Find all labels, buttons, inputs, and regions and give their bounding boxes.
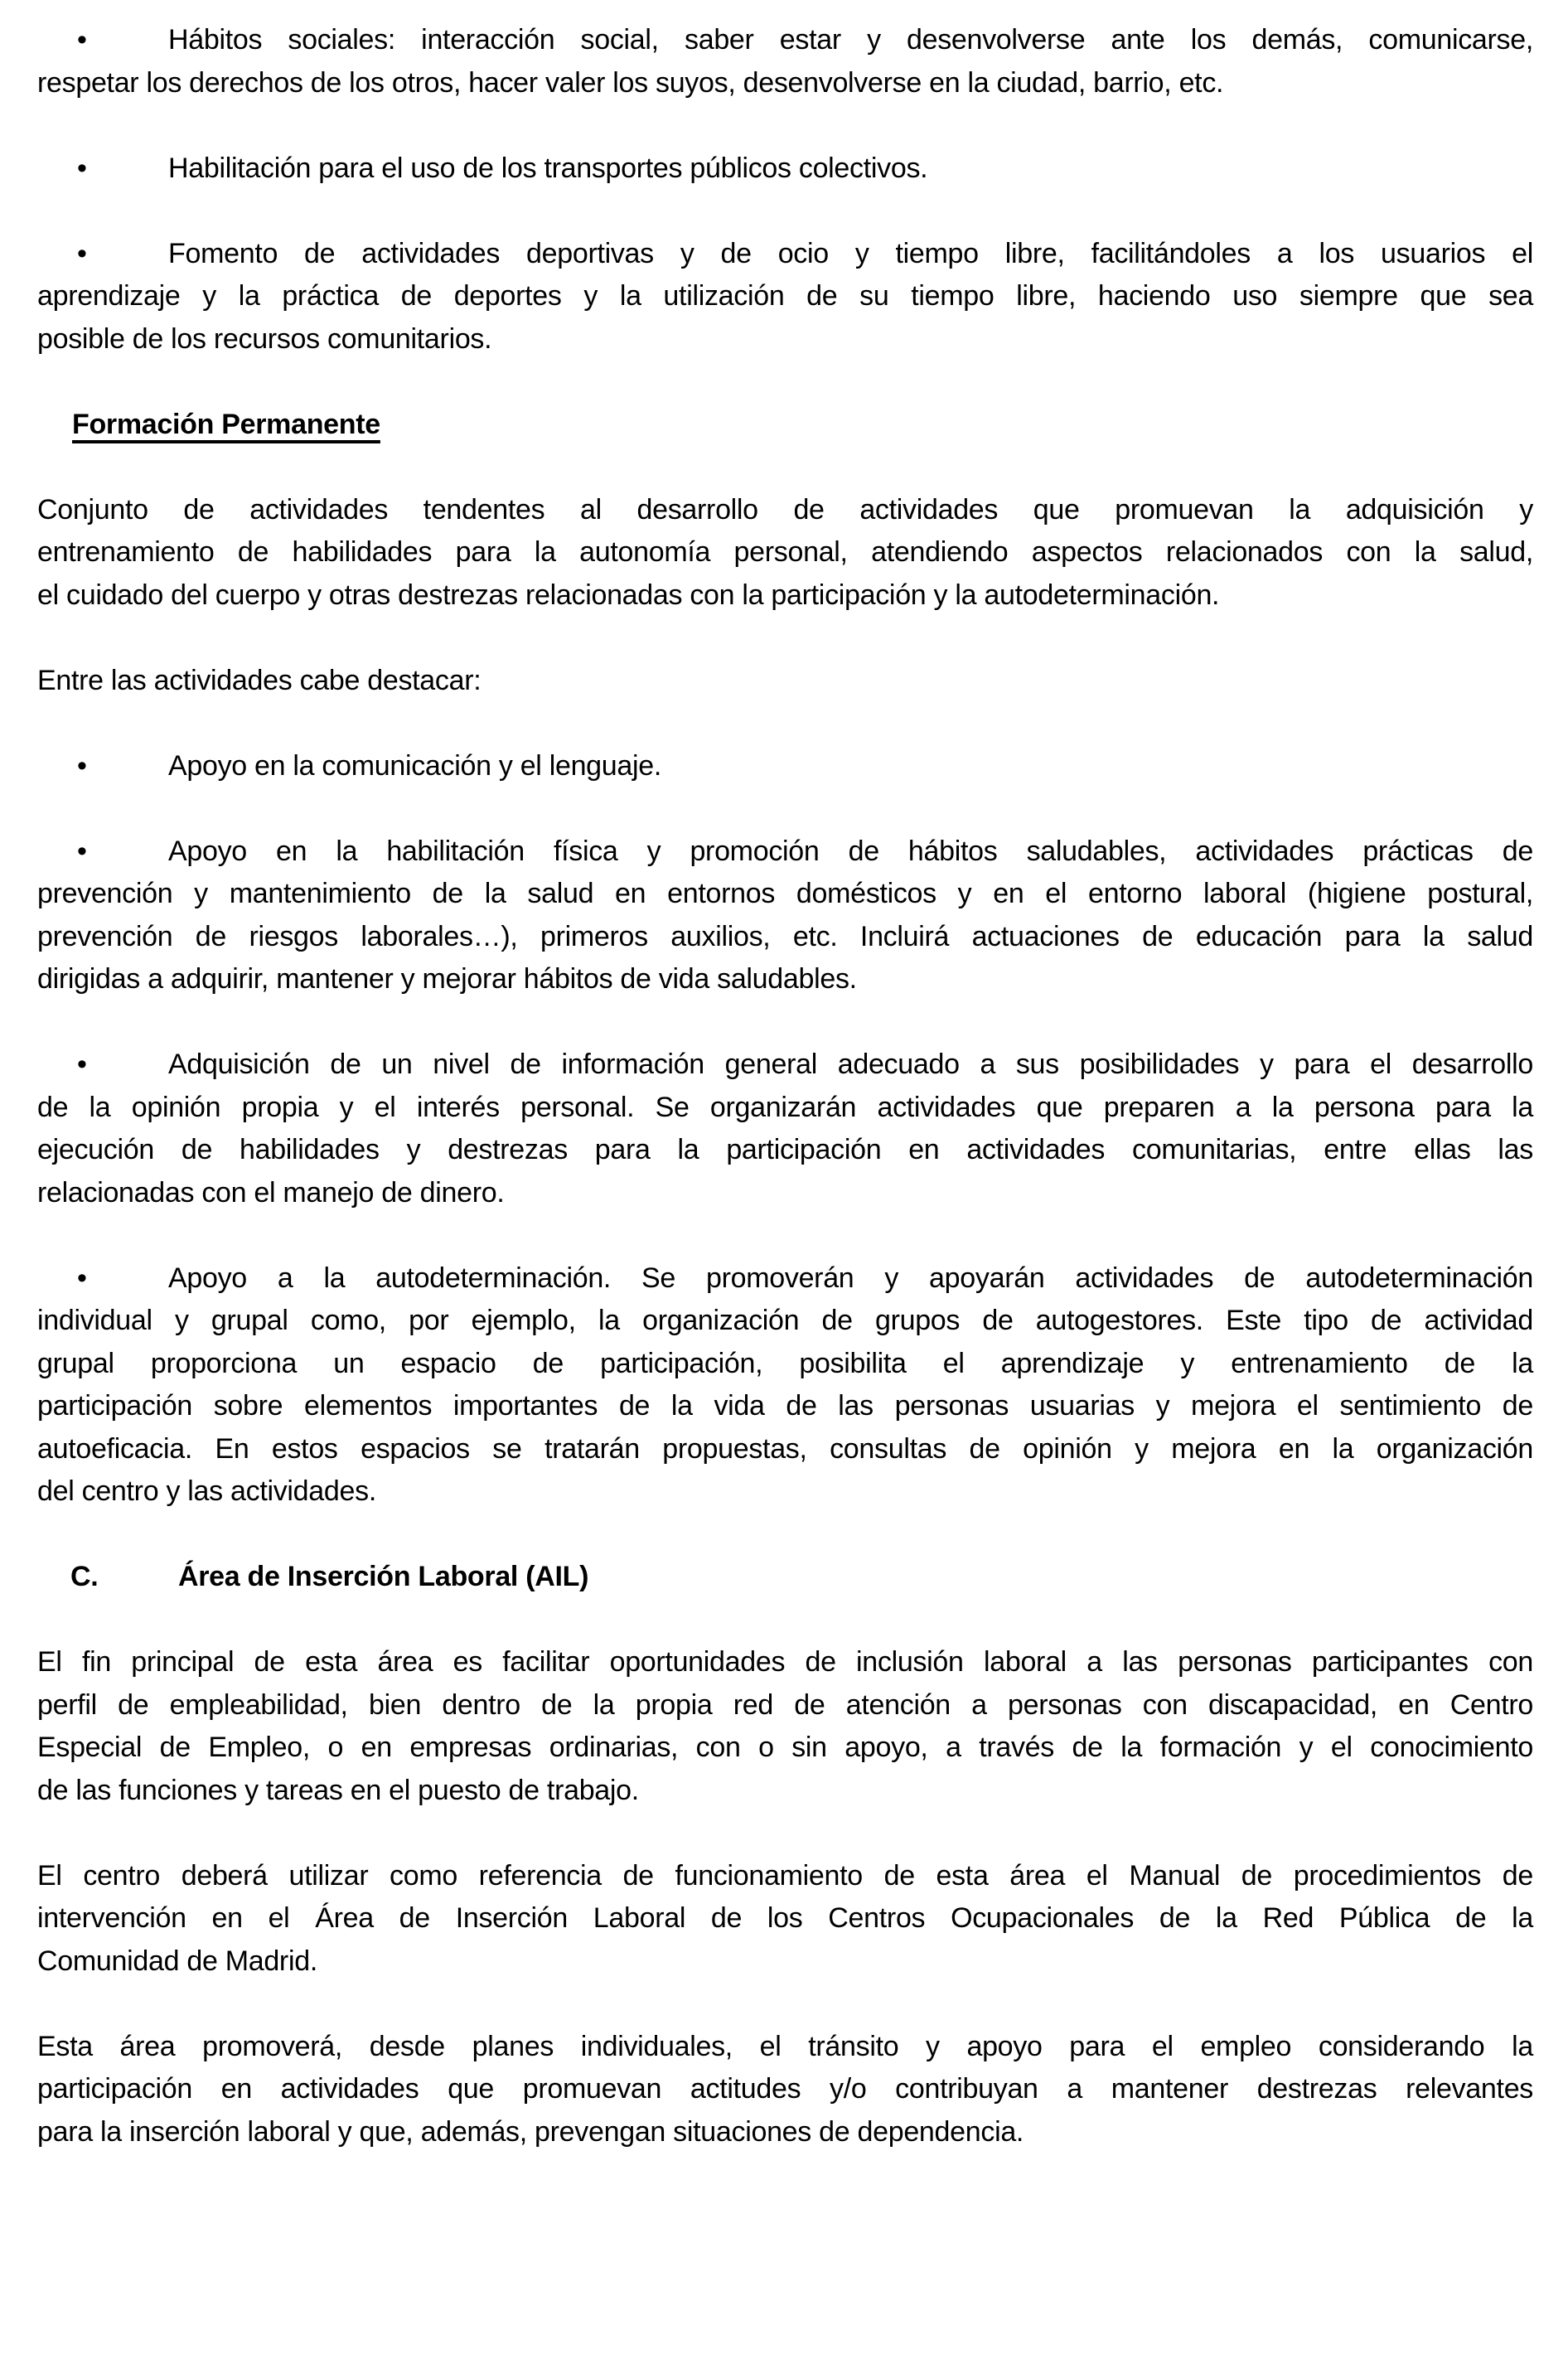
text-line: de las funciones y tareas en el puesto de trabajo.: [37, 1774, 639, 1806]
text-line: prevención y mantenimiento de la salud en entornos domésticos y en el entorno laboral (higiene postural,: [37, 878, 1533, 909]
text-line: participación sobre elementos importantes de la vida de las personas usuarias y mejora el sentimiento de: [37, 1390, 1533, 1422]
text-line: El fin principal de esta área es facilitar oportunidades de inclusión laboral a las personas participantes con: [37, 1646, 1533, 1678]
bullet-text: Fomento de actividades deportivas y de ocio y tiempo libre, facilitándoles a los usuarios el: [168, 237, 1533, 269]
text-line: posible de los recursos comunitarios.: [37, 322, 492, 355]
text-line: [37, 1044, 1533, 1087]
text-line: grupal proporciona un espacio de participación, posibilita el aprendizaje y entrenamiento de la: [37, 1347, 1533, 1379]
text-line: autoeficacia. En estos espacios se tratarán propuestas, consultas de opinión y mejora en la organización: [37, 1432, 1533, 1465]
text-line: [37, 831, 1533, 874]
bullet-item: [37, 148, 1533, 191]
text-line: entrenamiento de habilidades para la autonomía personal, atendiendo aspectos relacionados con la salud,: [37, 536, 1533, 568]
bullet-text: Apoyo en la comunicación y el lenguaje.: [168, 749, 662, 782]
heading-text: Formación Permanente: [72, 408, 380, 440]
text-line: del centro y las actividades.: [37, 1475, 376, 1507]
text-line: para la inserción laboral y que, además, prevengan situaciones de dependencia.: [37, 2115, 1024, 2148]
bullet-item: [37, 19, 1533, 104]
text-line: intervención en el Área de Inserción Laboral de los Centros Ocupacionales de la Red Pública de la: [37, 1902, 1533, 1934]
text-line: ejecución de habilidades y destrezas para la participación en actividades comunitarias, entre ellas las: [37, 1134, 1533, 1165]
bullet-item: [37, 831, 1533, 1001]
bullet-item: [37, 745, 1533, 788]
text-line: Especial de Empleo, o en empresas ordinarias, con o sin apoyo, a través de la formación y el conocimiento: [37, 1732, 1533, 1763]
text-line: Esta área promoverá, desde planes individuales, el tránsito y apoyo para el empleo considerando la: [37, 2030, 1533, 2062]
bullet-icon: •: [77, 237, 87, 269]
bullet-item: [37, 233, 1533, 361]
section-heading: [37, 1556, 1533, 1599]
heading-line: [37, 404, 1533, 447]
text-line: [37, 19, 1533, 62]
text-line: participación en actividades que promuevan actitudes y/o contribuyan a mantener destrezas relevantes: [37, 2073, 1533, 2105]
text-line: [37, 745, 1533, 788]
bullet-text: Apoyo a la autodeterminación. Se promoverán y apoyarán actividades de autodeterminación: [168, 1262, 1533, 1294]
text-line: de la opinión propia y el interés personal. Se organizarán actividades que preparen a la persona para la: [37, 1091, 1533, 1123]
text-line: [37, 1257, 1533, 1301]
text-line: Comunidad de Madrid.: [37, 1945, 317, 1977]
heading-number: C.: [70, 1561, 99, 1592]
text-line: perfil de empleabilidad, bien dentro de la propia red de atención a personas con discapacidad, en Centro: [37, 1688, 1533, 1721]
bullet-text: Hábitos sociales: interacción social, saber estar y desenvolverse ante los demás, comunicarse,: [168, 24, 1533, 56]
text-line: Entre las actividades cabe destacar:: [37, 664, 482, 696]
text-line: dirigidas a adquirir, mantener y mejorar hábitos de vida saludables.: [37, 963, 857, 995]
text-line: El centro deberá utilizar como referencia de funcionamiento de esta área el Manual de procedimientos de: [37, 1859, 1533, 1892]
paragraph: [37, 660, 1533, 703]
text-line: aprendizaje y la práctica de deportes y la utilización de su tiempo libre, haciendo uso siempre que sea: [37, 280, 1533, 312]
bullet-icon: •: [77, 24, 87, 56]
paragraph: [37, 2026, 1533, 2154]
paragraph: [37, 1641, 1533, 1812]
bullet-icon: •: [77, 749, 87, 782]
text-line: el cuidado del cuerpo y otras destrezas relacionadas con la participación y la autodeterminación.: [37, 579, 1220, 611]
bullet-text: Apoyo en la habilitación física y promoción de hábitos saludables, actividades prácticas de: [168, 835, 1533, 867]
text-line: [37, 233, 1533, 276]
text-line: Conjunto de actividades tendentes al desarrollo de actividades que promuevan la adquisición y: [37, 493, 1533, 526]
document-content: [37, 19, 1533, 2153]
paragraph: [37, 1855, 1533, 1984]
heading-text: Área de Inserción Laboral (AIL): [178, 1561, 589, 1592]
bullet-item: [37, 1044, 1533, 1214]
bullet-text: Adquisición de un nivel de información general adecuado a sus posibilidades y para el desarrollo: [168, 1049, 1533, 1080]
bullet-icon: •: [77, 1049, 87, 1080]
bullet-icon: •: [77, 835, 87, 867]
section-heading: [37, 404, 1533, 447]
heading-line: [37, 1556, 1533, 1599]
text-line: relacionadas con el manejo de dinero.: [37, 1176, 505, 1209]
paragraph: [37, 489, 1533, 618]
bullet-text: Habilitación para el uso de los transportes públicos colectivos.: [168, 152, 928, 184]
text-line: individual y grupal como, por ejemplo, la organización de grupos de autogestores. Este tipo de actividad: [37, 1305, 1533, 1336]
text-line: [37, 148, 1533, 191]
bullet-icon: •: [77, 152, 87, 184]
bullet-icon: •: [77, 1262, 87, 1294]
text-line: respetar los derechos de los otros, hacer valer los suyos, desenvolverse en la ciudad, barrio, etc.: [37, 66, 1224, 99]
text-line: prevención de riesgos laborales…), primeros auxilios, etc. Incluirá actuaciones de educación para la salud: [37, 920, 1533, 952]
bullet-item: [37, 1257, 1533, 1514]
